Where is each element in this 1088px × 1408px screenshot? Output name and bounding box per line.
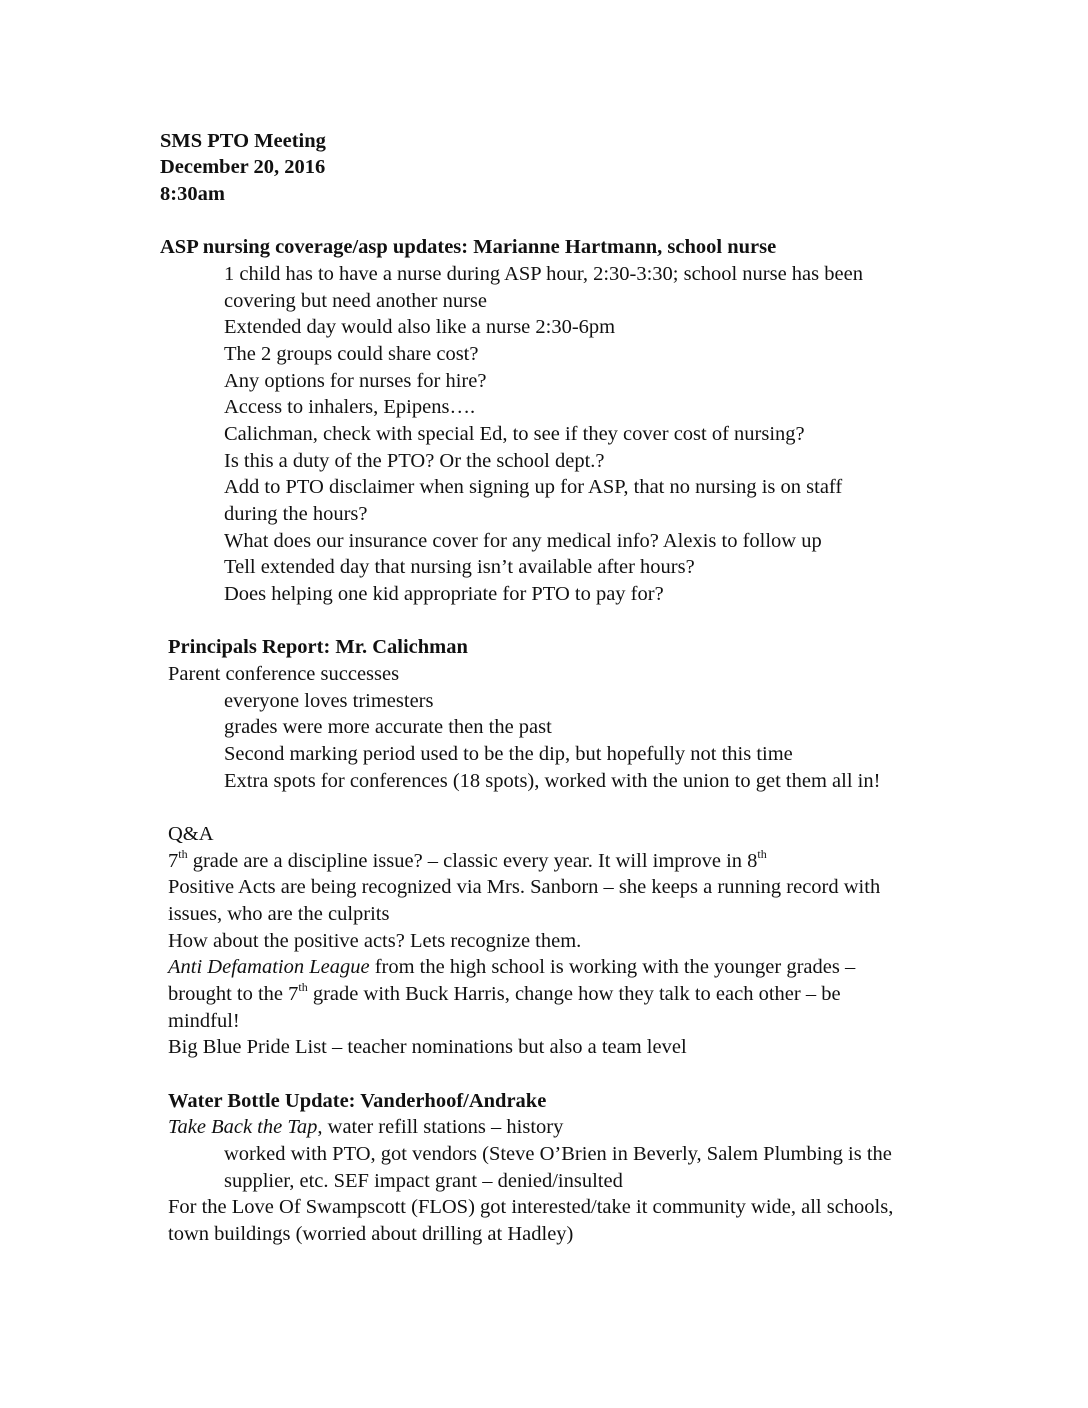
water-line: worked with PTO, got vendors (Steve O’Brien in Beverly, Salem Plumbing is the (224, 1143, 892, 1165)
water-line: supplier, etc. SEF impact grant – denied/insulted (224, 1170, 623, 1192)
asp-item: 1 child has to have a nurse during ASP hour, 2:30-3:30; school nurse has been (224, 263, 863, 285)
asp-item: Does helping one kid appropriate for PTO to pay for? (224, 583, 664, 605)
asp-item: Any options for nurses for hire? (224, 370, 487, 392)
qa-line: Anti Defamation League from the high school is working with the younger grades – (168, 956, 856, 978)
asp-item: covering but need another nurse (224, 290, 487, 312)
principal-item: grades were more accurate then the past (224, 716, 552, 738)
asp-item: Extended day would also like a nurse 2:30-6pm (224, 316, 616, 338)
asp-item: Tell extended day that nursing isn’t available after hours? (224, 556, 695, 578)
qa-heading: Q&A (168, 823, 214, 845)
qa-line: mindful! (168, 1010, 240, 1032)
qa-line: How about the positive acts? Lets recognize them. (168, 930, 582, 952)
principal-heading: Principals Report: Mr. Calichman (168, 636, 468, 658)
water-line: town buildings (worried about drilling at Hadley) (168, 1223, 574, 1245)
meeting-time: 8:30am (160, 183, 225, 205)
water-line: For the Love Of Swampscott (FLOS) got interested/take it community wide, all schools, (168, 1196, 894, 1218)
qa-line: brought to the 7th grade with Buck Harris, change how they talk to each other – be (168, 980, 841, 1005)
qa-line: Big Blue Pride List – teacher nominations but also a team level (168, 1036, 687, 1058)
asp-item: during the hours? (224, 503, 368, 525)
asp-item: The 2 groups could share cost? (224, 343, 479, 365)
qa-line: Positive Acts are being recognized via Mrs. Sanborn – she keeps a running record with (168, 876, 881, 898)
principal-subheading: Parent conference successes (168, 663, 400, 685)
qa-line: 7th grade are a discipline issue? – classic every year. It will improve in 8th (168, 847, 767, 872)
water-line: Take Back the Tap, water refill stations – history (168, 1116, 564, 1138)
asp-item: Is this a duty of the PTO? Or the school dept.? (224, 450, 605, 472)
asp-item: Add to PTO disclaimer when signing up for ASP, that no nursing is on staff (224, 476, 843, 498)
meeting-title: SMS PTO Meeting (160, 130, 326, 152)
asp-item: Access to inhalers, Epipens…. (224, 396, 476, 418)
qa-line: issues, who are the culprits (168, 903, 390, 925)
principal-item: Extra spots for conferences (18 spots), worked with the union to get them all in! (224, 770, 881, 792)
water-heading: Water Bottle Update: Vanderhoof/Andrake (168, 1090, 547, 1112)
asp-item: Calichman, check with special Ed, to see if they cover cost of nursing? (224, 423, 805, 445)
principal-item: Second marking period used to be the dip, but hopefully not this time (224, 743, 793, 765)
principal-item: everyone loves trimesters (224, 690, 434, 712)
asp-item: What does our insurance cover for any medical info? Alexis to follow up (224, 530, 822, 552)
asp-heading: ASP nursing coverage/asp updates: Marianne Hartmann, school nurse (160, 236, 777, 258)
meeting-date: December 20, 2016 (160, 156, 326, 178)
